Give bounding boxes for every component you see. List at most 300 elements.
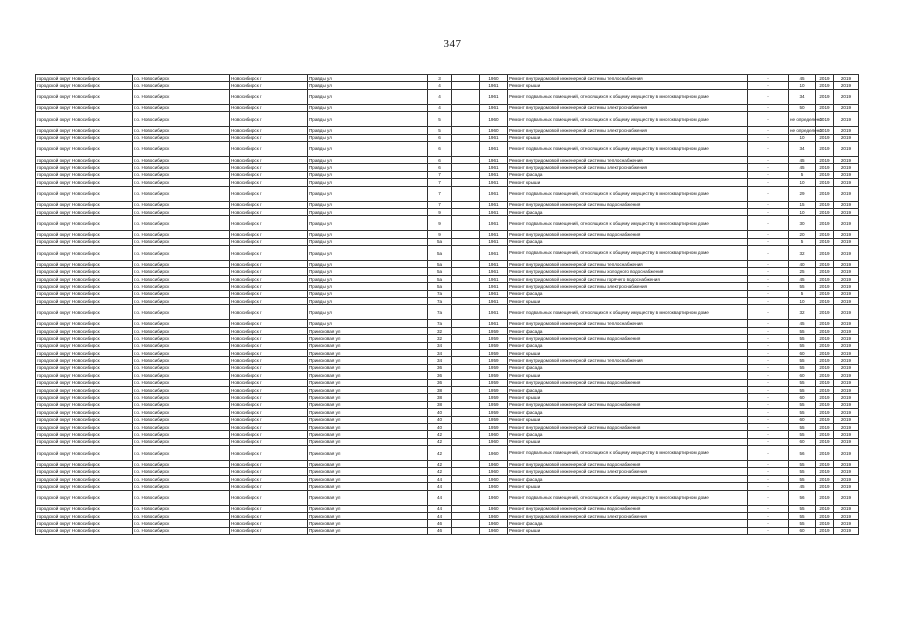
house-number-cell: 46	[428, 520, 452, 527]
district-cell: г.о. Новосибирск	[133, 290, 230, 297]
start-year-cell: 2019	[816, 75, 834, 82]
settlement-cell: Новосибирск г	[230, 379, 308, 386]
settlement-cell: Новосибирск г	[230, 520, 308, 527]
work-type-cell: Ремонт крыши	[508, 179, 748, 186]
spacer-cell	[452, 268, 480, 275]
district-cell: г.о. Новосибирск	[133, 461, 230, 468]
district-cell: г.о. Новосибирск	[133, 513, 230, 520]
house-number-cell: 34	[428, 357, 452, 364]
street-cell: Правды ул	[308, 268, 428, 275]
municipality-cell: городской округ Новосибирск	[36, 461, 133, 468]
work-type-cell: Ремонт крыши	[508, 483, 748, 490]
street-cell: Приисковая ул	[308, 527, 428, 534]
house-number-cell: 44	[428, 490, 452, 505]
end-year-cell: 2019	[834, 82, 859, 89]
work-type-cell: Ремонт фасада	[508, 290, 748, 297]
work-type-cell: Ремонт внутридомовой инженерной системы водоснабжения	[508, 461, 748, 468]
build-year-cell: 1959	[480, 372, 508, 379]
spacer-cell	[452, 238, 480, 245]
table-row	[36, 416, 859, 423]
unit-cell: -	[748, 394, 789, 401]
unit-cell: -	[748, 320, 789, 327]
settlement-cell: Новосибирск г	[230, 298, 308, 305]
settlement-cell: Новосибирск г	[230, 216, 308, 231]
start-year-cell: 2019	[816, 231, 834, 238]
build-year-cell: 1961	[480, 290, 508, 297]
end-year-cell: 2019	[834, 364, 859, 371]
district-cell: г.о. Новосибирск	[133, 268, 230, 275]
start-year-cell: 2019	[816, 461, 834, 468]
amount-cell: 55	[789, 520, 816, 527]
end-year-cell: 2019	[834, 520, 859, 527]
street-cell: Правды ул	[308, 261, 428, 268]
house-number-cell: 9	[428, 216, 452, 231]
settlement-cell: Новосибирск г	[230, 275, 308, 282]
end-year-cell: 2019	[834, 431, 859, 438]
end-year-cell: 2019	[834, 342, 859, 349]
unit-cell: -	[748, 423, 789, 430]
amount-cell: 55	[789, 475, 816, 482]
spacer-cell	[452, 446, 480, 461]
municipality-cell: городской округ Новосибирск	[36, 261, 133, 268]
start-year-cell: 2019	[816, 505, 834, 512]
settlement-cell: Новосибирск г	[230, 431, 308, 438]
start-year-cell: 2019	[816, 156, 834, 163]
build-year-cell: 1959	[480, 423, 508, 430]
street-cell: Правды ул	[308, 127, 428, 134]
start-year-cell: 2019	[816, 431, 834, 438]
end-year-cell: 2019	[834, 112, 859, 127]
street-cell: Приисковая ул	[308, 438, 428, 445]
end-year-cell: 2019	[834, 290, 859, 297]
start-year-cell: 2019	[816, 475, 834, 482]
table-row	[36, 275, 859, 282]
street-cell: Правды ул	[308, 238, 428, 245]
district-cell: г.о. Новосибирск	[133, 89, 230, 104]
settlement-cell: Новосибирск г	[230, 483, 308, 490]
end-year-cell: 2019	[834, 327, 859, 334]
settlement-cell: Новосибирск г	[230, 156, 308, 163]
unit-cell: -	[748, 305, 789, 320]
unit-cell: -	[748, 335, 789, 342]
unit-cell: -	[748, 513, 789, 520]
settlement-cell: Новосибирск г	[230, 82, 308, 89]
municipality-cell: городской округ Новосибирск	[36, 171, 133, 178]
municipality-cell: городской округ Новосибирск	[36, 327, 133, 334]
start-year-cell: 2019	[816, 342, 834, 349]
settlement-cell: Новосибирск г	[230, 246, 308, 261]
spacer-cell	[452, 298, 480, 305]
house-number-cell: 7а	[428, 298, 452, 305]
end-year-cell: 2019	[834, 416, 859, 423]
build-year-cell: 1960	[480, 461, 508, 468]
municipality-cell: городской округ Новосибирск	[36, 305, 133, 320]
table-row	[36, 141, 859, 156]
work-type-cell: Ремонт фасада	[508, 386, 748, 393]
district-cell: г.о. Новосибирск	[133, 364, 230, 371]
house-number-cell: 7	[428, 171, 452, 178]
settlement-cell: Новосибирск г	[230, 164, 308, 171]
amount-cell: 45	[789, 275, 816, 282]
end-year-cell: 2019	[834, 134, 859, 141]
settlement-cell: Новосибирск г	[230, 468, 308, 475]
municipality-cell: городской округ Новосибирск	[36, 179, 133, 186]
spacer-cell	[452, 423, 480, 430]
municipality-cell: городской округ Новосибирск	[36, 446, 133, 461]
unit-cell: -	[748, 468, 789, 475]
end-year-cell: 2019	[834, 298, 859, 305]
unit-cell: -	[748, 505, 789, 512]
spacer-cell	[452, 342, 480, 349]
end-year-cell: 2019	[834, 438, 859, 445]
build-year-cell: 1959	[480, 357, 508, 364]
table-row	[36, 527, 859, 534]
work-type-cell: Ремонт фасада	[508, 364, 748, 371]
house-number-cell: 38	[428, 386, 452, 393]
house-number-cell: 9	[428, 231, 452, 238]
district-cell: г.о. Новосибирск	[133, 438, 230, 445]
start-year-cell: 2019	[816, 127, 834, 134]
spacer-cell	[452, 127, 480, 134]
unit-cell: -	[748, 156, 789, 163]
street-cell: Приисковая ул	[308, 505, 428, 512]
start-year-cell: 2019	[816, 364, 834, 371]
start-year-cell: 2019	[816, 164, 834, 171]
amount-cell: 56	[789, 446, 816, 461]
municipality-cell: городской округ Новосибирск	[36, 268, 133, 275]
street-cell: Приисковая ул	[308, 394, 428, 401]
municipality-cell: городской округ Новосибирск	[36, 75, 133, 82]
settlement-cell: Новосибирск г	[230, 386, 308, 393]
street-cell: Приисковая ул	[308, 357, 428, 364]
street-cell: Приисковая ул	[308, 386, 428, 393]
unit-cell: -	[748, 475, 789, 482]
build-year-cell: 1961	[480, 186, 508, 201]
house-number-cell: 44	[428, 513, 452, 520]
street-cell: Правды ул	[308, 89, 428, 104]
table-row	[36, 320, 859, 327]
work-type-cell: Ремонт крыши	[508, 416, 748, 423]
house-number-cell: 5а	[428, 283, 452, 290]
work-type-cell: Ремонт внутридомовой инженерной системы теплоснабжения	[508, 156, 748, 163]
unit-cell: -	[748, 82, 789, 89]
district-cell: г.о. Новосибирск	[133, 483, 230, 490]
work-type-cell: Ремонт внутридомовой инженерной системы горячего водоснабжения	[508, 275, 748, 282]
build-year-cell: 1960	[480, 127, 508, 134]
district-cell: г.о. Новосибирск	[133, 423, 230, 430]
spacer-cell	[452, 490, 480, 505]
municipality-cell: городской округ Новосибирск	[36, 342, 133, 349]
build-year-cell: 1960	[480, 438, 508, 445]
build-year-cell: 1961	[480, 268, 508, 275]
unit-cell: -	[748, 164, 789, 171]
unit-cell: -	[748, 261, 789, 268]
street-cell: Правды ул	[308, 201, 428, 208]
spacer-cell	[452, 246, 480, 261]
house-number-cell: 42	[428, 446, 452, 461]
unit-cell: -	[748, 275, 789, 282]
district-cell: г.о. Новосибирск	[133, 475, 230, 482]
build-year-cell: 1959	[480, 409, 508, 416]
build-year-cell: 1960	[480, 513, 508, 520]
table-row	[36, 201, 859, 208]
house-number-cell: 38	[428, 401, 452, 408]
table-row	[36, 179, 859, 186]
street-cell: Правды ул	[308, 298, 428, 305]
district-cell: г.о. Новосибирск	[133, 379, 230, 386]
build-year-cell: 1961	[480, 141, 508, 156]
work-type-cell: Ремонт фасада	[508, 208, 748, 215]
work-type-cell: Ремонт фасада	[508, 171, 748, 178]
build-year-cell: 1959	[480, 394, 508, 401]
build-year-cell: 1961	[480, 201, 508, 208]
start-year-cell: 2019	[816, 261, 834, 268]
settlement-cell: Новосибирск г	[230, 423, 308, 430]
street-cell: Приисковая ул	[308, 349, 428, 356]
district-cell: г.о. Новосибирск	[133, 520, 230, 527]
page-number: 347	[443, 38, 462, 50]
street-cell: Приисковая ул	[308, 520, 428, 527]
work-type-cell: Ремонт внутридомовой инженерной системы водоснабжения	[508, 201, 748, 208]
table-row	[36, 423, 859, 430]
district-cell: г.о. Новосибирск	[133, 75, 230, 82]
amount-cell: 55	[789, 513, 816, 520]
amount-cell: 60	[789, 416, 816, 423]
settlement-cell: Новосибирск г	[230, 290, 308, 297]
amount-cell: 29	[789, 186, 816, 201]
start-year-cell: 2019	[816, 349, 834, 356]
unit-cell: -	[748, 112, 789, 127]
end-year-cell: 2019	[834, 490, 859, 505]
start-year-cell: 2019	[816, 401, 834, 408]
municipality-cell: городской округ Новосибирск	[36, 298, 133, 305]
municipality-cell: городской округ Новосибирск	[36, 475, 133, 482]
start-year-cell: 2019	[816, 216, 834, 231]
end-year-cell: 2019	[834, 216, 859, 231]
spacer-cell	[452, 82, 480, 89]
unit-cell: -	[748, 127, 789, 134]
district-cell: г.о. Новосибирск	[133, 327, 230, 334]
work-type-cell: Ремонт внутридомовой инженерной системы электроснабжения	[508, 104, 748, 111]
build-year-cell: 1961	[480, 156, 508, 163]
work-type-cell: Ремонт внутридомовой инженерной системы холодного водоснабжения	[508, 268, 748, 275]
unit-cell: -	[748, 364, 789, 371]
end-year-cell: 2019	[834, 401, 859, 408]
work-type-cell: Ремонт внутридомовой инженерной системы водоснабжения	[508, 231, 748, 238]
amount-cell: 25	[789, 268, 816, 275]
district-cell: г.о. Новосибирск	[133, 216, 230, 231]
build-year-cell: 1959	[480, 401, 508, 408]
start-year-cell: 2019	[816, 89, 834, 104]
start-year-cell: 2019	[816, 320, 834, 327]
settlement-cell: Новосибирск г	[230, 327, 308, 334]
build-year-cell: 1961	[480, 216, 508, 231]
unit-cell: -	[748, 461, 789, 468]
build-year-cell: 1960	[480, 520, 508, 527]
start-year-cell: 2019	[816, 186, 834, 201]
end-year-cell: 2019	[834, 171, 859, 178]
municipality-cell: городской округ Новосибирск	[36, 401, 133, 408]
build-year-cell: 1961	[480, 246, 508, 261]
spacer-cell	[452, 75, 480, 82]
end-year-cell: 2019	[834, 104, 859, 111]
district-cell: г.о. Новосибирск	[133, 141, 230, 156]
municipality-cell: городской округ Новосибирск	[36, 104, 133, 111]
spacer-cell	[452, 394, 480, 401]
table-row	[36, 298, 859, 305]
settlement-cell: Новосибирск г	[230, 261, 308, 268]
spacer-cell	[452, 483, 480, 490]
settlement-cell: Новосибирск г	[230, 127, 308, 134]
table-row	[36, 490, 859, 505]
work-type-cell: Ремонт фасада	[508, 409, 748, 416]
work-type-cell: Ремонт подвальных помещений, относящихся к общему имуществу в многоквартирном доме	[508, 89, 748, 104]
work-type-cell: Ремонт внутридомовой инженерной системы водоснабжения	[508, 401, 748, 408]
unit-cell: -	[748, 386, 789, 393]
work-type-cell: Ремонт крыши	[508, 298, 748, 305]
municipality-cell: городской округ Новосибирск	[36, 275, 133, 282]
amount-cell: 10	[789, 134, 816, 141]
end-year-cell: 2019	[834, 261, 859, 268]
unit-cell: -	[748, 527, 789, 534]
work-type-cell: Ремонт внутридомовой инженерной системы водоснабжения	[508, 505, 748, 512]
district-cell: г.о. Новосибирск	[133, 505, 230, 512]
amount-cell: 40	[789, 261, 816, 268]
amount-cell: 45	[789, 156, 816, 163]
build-year-cell: 1960	[480, 431, 508, 438]
municipality-cell: городской округ Новосибирск	[36, 283, 133, 290]
municipality-cell: городской округ Новосибирск	[36, 201, 133, 208]
house-number-cell: 7	[428, 179, 452, 186]
build-year-cell: 1959	[480, 349, 508, 356]
end-year-cell: 2019	[834, 141, 859, 156]
work-type-cell: Ремонт внутридомовой инженерной системы электроснабжения	[508, 513, 748, 520]
build-year-cell: 1961	[480, 238, 508, 245]
amount-cell: 60	[789, 394, 816, 401]
work-type-cell: Ремонт подвальных помещений, относящихся к общему имуществу в многоквартирном доме	[508, 216, 748, 231]
table-row	[36, 127, 859, 134]
street-cell: Правды ул	[308, 75, 428, 82]
unit-cell: -	[748, 89, 789, 104]
spacer-cell	[452, 275, 480, 282]
municipality-cell: городской округ Новосибирск	[36, 246, 133, 261]
settlement-cell: Новосибирск г	[230, 141, 308, 156]
street-cell: Правды ул	[308, 104, 428, 111]
unit-cell: -	[748, 446, 789, 461]
unit-cell: -	[748, 483, 789, 490]
work-type-cell: Ремонт подвальных помещений, относящихся к общему имуществу в многоквартирном доме	[508, 112, 748, 127]
district-cell: г.о. Новосибирск	[133, 394, 230, 401]
house-number-cell: 6	[428, 134, 452, 141]
amount-cell: 32	[789, 246, 816, 261]
work-type-cell: Ремонт внутридомовой инженерной системы теплоснабжения	[508, 75, 748, 82]
build-year-cell: 1960	[480, 505, 508, 512]
table-row	[36, 379, 859, 386]
amount-cell: 55	[789, 423, 816, 430]
unit-cell: -	[748, 201, 789, 208]
house-number-cell: 44	[428, 475, 452, 482]
house-number-cell: 40	[428, 409, 452, 416]
municipality-cell: городской округ Новосибирск	[36, 82, 133, 89]
street-cell: Приисковая ул	[308, 431, 428, 438]
house-number-cell: 42	[428, 431, 452, 438]
table-row	[36, 513, 859, 520]
street-cell: Правды ул	[308, 216, 428, 231]
settlement-cell: Новосибирск г	[230, 75, 308, 82]
unit-cell: -	[748, 409, 789, 416]
start-year-cell: 2019	[816, 446, 834, 461]
street-cell: Приисковая ул	[308, 401, 428, 408]
table-row	[36, 335, 859, 342]
start-year-cell: 2019	[816, 379, 834, 386]
table-row	[36, 461, 859, 468]
house-number-cell: 7а	[428, 290, 452, 297]
settlement-cell: Новосибирск г	[230, 305, 308, 320]
start-year-cell: 2019	[816, 438, 834, 445]
unit-cell: -	[748, 379, 789, 386]
house-number-cell: 44	[428, 483, 452, 490]
settlement-cell: Новосибирск г	[230, 104, 308, 111]
table-row	[36, 104, 859, 111]
unit-cell: -	[748, 520, 789, 527]
table-row	[36, 290, 859, 297]
spacer-cell	[452, 401, 480, 408]
street-cell: Правды ул	[308, 231, 428, 238]
build-year-cell: 1961	[480, 283, 508, 290]
build-year-cell: 1961	[480, 171, 508, 178]
table-row	[36, 372, 859, 379]
unit-cell: -	[748, 416, 789, 423]
unit-cell: -	[748, 186, 789, 201]
settlement-cell: Новосибирск г	[230, 112, 308, 127]
table-row	[36, 505, 859, 512]
district-cell: г.о. Новосибирск	[133, 527, 230, 534]
start-year-cell: 2019	[816, 171, 834, 178]
spacer-cell	[452, 335, 480, 342]
work-type-cell: Ремонт фасада	[508, 327, 748, 334]
spacer-cell	[452, 164, 480, 171]
end-year-cell: 2019	[834, 238, 859, 245]
street-cell: Правды ул	[308, 208, 428, 215]
amount-cell: 55	[789, 327, 816, 334]
house-number-cell: 6	[428, 156, 452, 163]
settlement-cell: Новосибирск г	[230, 134, 308, 141]
end-year-cell: 2019	[834, 475, 859, 482]
municipality-cell: городской округ Новосибирск	[36, 156, 133, 163]
street-cell: Правды ул	[308, 246, 428, 261]
work-type-cell: Ремонт подвальных помещений, относящихся к общему имуществу в многоквартирном доме	[508, 305, 748, 320]
amount-cell: 5	[789, 238, 816, 245]
amount-cell: не определено	[789, 112, 816, 127]
amount-cell: 60	[789, 349, 816, 356]
unit-cell: -	[748, 231, 789, 238]
amount-cell: 10	[789, 179, 816, 186]
municipality-cell: городской округ Новосибирск	[36, 112, 133, 127]
settlement-cell: Новосибирск г	[230, 186, 308, 201]
street-cell: Приисковая ул	[308, 475, 428, 482]
street-cell: Приисковая ул	[308, 468, 428, 475]
district-cell: г.о. Новосибирск	[133, 112, 230, 127]
house-number-cell: 32	[428, 335, 452, 342]
street-cell: Приисковая ул	[308, 423, 428, 430]
district-cell: г.о. Новосибирск	[133, 431, 230, 438]
house-number-cell: 40	[428, 416, 452, 423]
house-number-cell: 4	[428, 82, 452, 89]
spacer-cell	[452, 305, 480, 320]
amount-cell: не определено	[790, 127, 822, 133]
unit-cell: -	[748, 342, 789, 349]
spacer-cell	[452, 231, 480, 238]
